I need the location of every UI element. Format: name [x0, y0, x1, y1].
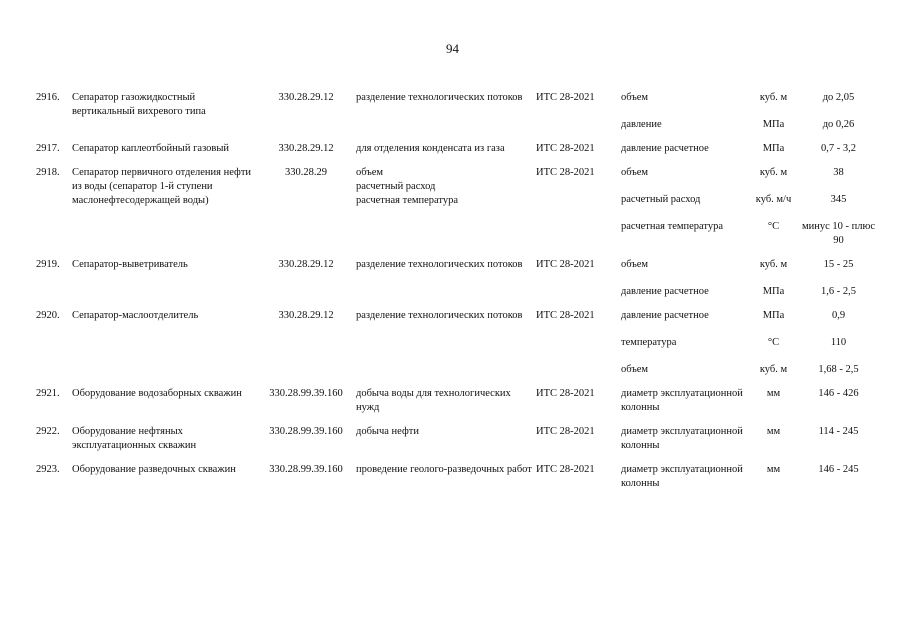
- okpd-code: 330.28.29.12: [278, 310, 334, 321]
- parameter-unit: куб. м: [759, 167, 788, 178]
- equipment-name: Сепаратор первичного отделения нефти из воды (сепаратор 1-й ступени маслонефтесодержащей воды): [72, 167, 252, 206]
- okpd-code: 330.28.99.39.160: [269, 464, 343, 475]
- its-standard: ИТС 28-2021: [536, 464, 595, 475]
- parameter-name: расчетный расход: [621, 194, 701, 205]
- table-row: [36, 166, 876, 248]
- parameter-name: объем: [621, 92, 649, 103]
- okpd-code: 330.28.29: [285, 167, 327, 178]
- its-standard: ИТС 28-2021: [536, 167, 595, 178]
- parameter-row: [621, 166, 876, 180]
- parameter-row: [621, 463, 876, 491]
- its-standard: ИТС 28-2021: [536, 426, 595, 437]
- equipment-name-cell: [36, 166, 256, 248]
- equipment-name-cell: [36, 142, 256, 156]
- equipment-purpose: разделение технологических потоков: [356, 259, 523, 270]
- parameter-unit: мм: [766, 464, 781, 475]
- parameter-row: [621, 309, 876, 323]
- parameter-name: давление расчетное: [621, 143, 709, 154]
- parameter-row: [621, 91, 876, 105]
- parameter-unit: куб. м: [759, 259, 788, 270]
- entry-number: 2918.: [36, 167, 60, 178]
- parameter-list: [621, 91, 876, 132]
- parameter-unit: МПа: [762, 310, 785, 321]
- parameter-value: 1,68 - 2,5: [818, 364, 859, 375]
- equipment-name-cell: [36, 91, 256, 132]
- parameter-unit: °С: [767, 221, 780, 232]
- its-standard: ИТС 28-2021: [536, 92, 595, 103]
- parameter-list: [621, 166, 876, 248]
- parameter-row: [621, 285, 876, 299]
- table-row: [36, 91, 876, 132]
- equipment-purpose: добыча нефти: [356, 426, 419, 437]
- okpd-code: 330.28.29.12: [278, 259, 334, 270]
- parameter-name: диаметр эксплуатационной колонны: [621, 464, 743, 489]
- equipment-name: Сепаратор каплеотбойный газовый: [72, 143, 230, 154]
- parameter-value: 1,6 - 2,5: [821, 286, 856, 297]
- okpd-code: 330.28.29.12: [278, 143, 334, 154]
- parameter-unit: МПа: [762, 143, 785, 154]
- parameter-name: диаметр эксплуатационной колонны: [621, 426, 743, 451]
- parameter-value: 114 - 245: [818, 426, 859, 437]
- parameter-name: температура: [621, 337, 677, 348]
- table-row: [36, 425, 876, 453]
- its-standard: ИТС 28-2021: [536, 259, 595, 270]
- equipment-name-cell: [36, 387, 256, 415]
- entry-number: 2920.: [36, 310, 60, 321]
- entry-number: 2923.: [36, 464, 60, 475]
- parameter-name: объем: [621, 259, 649, 270]
- its-standard: ИТС 28-2021: [536, 143, 595, 154]
- equipment-name: Оборудование водозаборных скважин: [72, 388, 242, 399]
- equipment-name-cell: [36, 463, 256, 491]
- parameter-name: диаметр эксплуатационной колонны: [621, 388, 743, 413]
- parameter-row: [621, 258, 876, 272]
- its-standard: ИТС 28-2021: [536, 310, 595, 321]
- entry-number: 2919.: [36, 259, 60, 270]
- parameter-value: 345: [830, 194, 847, 205]
- okpd-code: 330.28.99.39.160: [269, 426, 343, 437]
- okpd-code: 330.28.29.12: [278, 92, 334, 103]
- parameter-unit: мм: [766, 388, 781, 399]
- parameter-name: объем: [621, 364, 649, 375]
- equipment-purpose: проведение геолого-разведочных работ: [356, 464, 532, 475]
- parameter-unit: МПа: [762, 286, 785, 297]
- parameter-unit: куб. м: [759, 364, 788, 375]
- equipment-name: Сепаратор-выветриватель: [72, 259, 188, 270]
- parameter-unit: куб. м/ч: [755, 194, 792, 205]
- parameter-list: [621, 258, 876, 299]
- equipment-name: Сепаратор газожидкостный вертикальный вихревого типа: [72, 92, 206, 117]
- parameter-value: до 2,05: [822, 92, 855, 103]
- equipment-name-cell: [36, 309, 256, 377]
- okpd-code: 330.28.99.39.160: [269, 388, 343, 399]
- equipment-name: Оборудование разведочных скважин: [72, 464, 236, 475]
- page-number: 94: [446, 41, 459, 56]
- parameter-name: давление расчетное: [621, 286, 709, 297]
- table-row: [36, 463, 876, 491]
- parameter-value: минус 10 - плюс 90: [801, 221, 876, 246]
- table-row: [36, 258, 876, 299]
- parameter-name: давление расчетное: [621, 310, 709, 321]
- parameter-list: [621, 425, 876, 453]
- equipment-purpose: объем расчетный расход расчетная температура: [356, 167, 459, 206]
- parameter-unit: °С: [767, 337, 780, 348]
- parameter-name: давление: [621, 119, 662, 130]
- parameter-value: 146 - 245: [818, 464, 859, 475]
- entry-number: 2922.: [36, 426, 60, 437]
- parameter-value: 146 - 426: [818, 388, 859, 399]
- parameter-list: [621, 463, 876, 491]
- parameter-list: [621, 387, 876, 415]
- parameter-row: [621, 220, 876, 248]
- equipment-purpose: разделение технологических потоков: [356, 92, 523, 103]
- equipment-name: Оборудование нефтяных эксплуатационных скважин: [72, 426, 197, 451]
- entry-number: 2916.: [36, 92, 60, 103]
- parameter-row: [621, 142, 876, 156]
- equipment-name-cell: [36, 258, 256, 299]
- parameter-value: 38: [833, 167, 844, 178]
- parameter-row: [621, 336, 876, 350]
- table-row: [36, 309, 876, 377]
- equipment-table: [36, 91, 876, 501]
- parameter-list: [621, 309, 876, 377]
- equipment-name-cell: [36, 425, 256, 453]
- equipment-purpose: разделение технологических потоков: [356, 310, 523, 321]
- parameter-value: до 0,26: [822, 119, 855, 130]
- parameter-value: 110: [830, 337, 847, 348]
- entry-number: 2917.: [36, 143, 60, 154]
- its-standard: ИТС 28-2021: [536, 388, 595, 399]
- table-row: [36, 387, 876, 415]
- parameter-name: объем: [621, 167, 649, 178]
- parameter-unit: МПа: [762, 119, 785, 130]
- parameter-unit: мм: [766, 426, 781, 437]
- table-row: [36, 142, 876, 156]
- entry-number: 2921.: [36, 388, 60, 399]
- parameter-value: 15 - 25: [823, 259, 854, 270]
- parameter-row: [621, 118, 876, 132]
- parameter-value: 0,7 - 3,2: [821, 143, 856, 154]
- parameter-value: 0,9: [831, 310, 846, 321]
- parameter-unit: куб. м: [759, 92, 788, 103]
- parameter-row: [621, 425, 876, 453]
- equipment-name: Сепаратор-маслоотделитель: [72, 310, 199, 321]
- parameter-row: [621, 363, 876, 377]
- parameter-row: [621, 387, 876, 415]
- parameter-list: [621, 142, 876, 156]
- equipment-purpose: добыча воды для технологических нужд: [356, 388, 511, 413]
- equipment-purpose: для отделения конденсата из газа: [356, 143, 505, 154]
- parameter-name: расчетная температура: [621, 221, 724, 232]
- parameter-row: [621, 193, 876, 207]
